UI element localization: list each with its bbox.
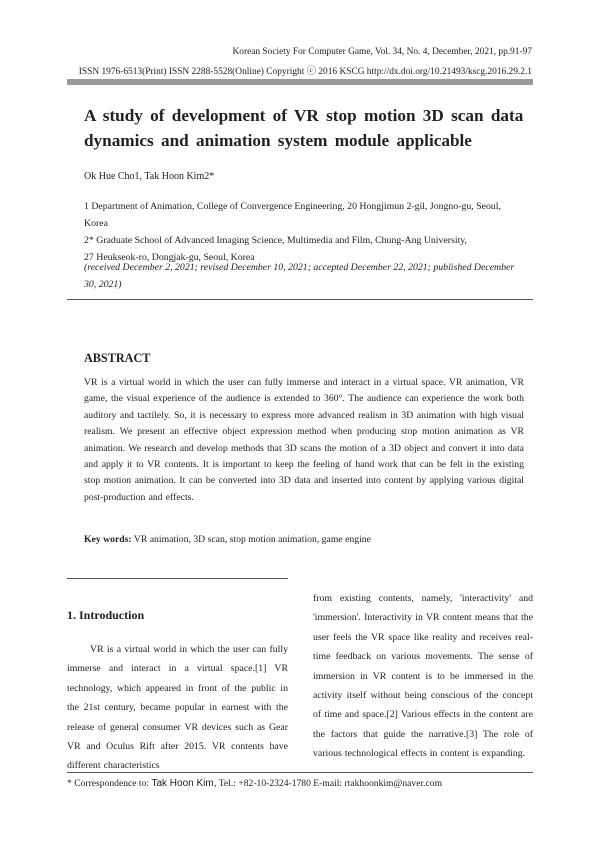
paper-title: A study of development of VR stop motion 3D scan data dynamics and animation system module applicable [84,106,524,150]
affiliation-2-line-2: 27 Heukseok-ro, Dongjak-gu, Seoul, Korea [84,252,255,263]
email-label: E-mail: [313,778,343,789]
journal-header-line: Korean Society For Computer Game, Vol. 34, No. 4, December, 2021, pp.91-97 [232,47,532,57]
tel-label: Tel.: [218,778,236,789]
correspondence-footnote [67,778,442,789]
header-bar [67,79,533,85]
correspondence-name: Tak Hoon Kim, [151,778,217,789]
authors: Ok Hue Cho1, Tak Hoon Kim2* [84,171,215,182]
affiliation-1: 1 Department of Animation, College of Convergence Engineering, 20 Hongjimun 2-gil, Jongno-gu, Seoul, Korea [84,201,501,229]
affiliations [84,198,524,266]
publication-dates: (received December 2, 2021; revised December 10, 2021; accepted December 22, 2021; published December 30, 2021) [84,262,515,290]
keywords-text: VR animation, 3D scan, stop motion animation, game engine [133,534,371,545]
keywords [84,534,371,545]
section-divider [67,578,288,579]
footnote-divider [67,772,533,773]
intro-heading: 1. Introduction [67,608,145,622]
intro-right-column: from existing contents, namely, 'interactivity' and 'immersion'. Interactivity in VR content means that the user feels the VR space like reality and receives real-time feedback on various movements. The sense of immersion in VR content is to be immersed in the activity itself without being conscious of the concept of time and space.[2] Various effects in the content are the factors that guide the narrative.[3] The role of various technological effects in content is expanding. [313,593,533,760]
divider [67,299,533,300]
email-address: rtakhoonkim@naver.com [344,778,443,789]
abstract-heading: ABSTRACT [84,351,151,365]
keywords-label: Key words: [84,534,132,545]
intro-left-column: VR is a virtual world in which the user can fully immerse and interact in a virtual space.[1] VR technology, which appeared in front of the public in the 21st century, became popular in earnest with the release of general consumer VR devices such as Gear VR and Oculus Rift after 2015. VR contents have different characteristics [67,644,288,772]
affiliation-2-line-1: 2* Graduate School of Advanced Imaging Science, Multimedia and Film, Chung-Ang University, [84,235,468,246]
correspondence-prefix: * Correspondence to: [67,778,150,789]
abstract-text: VR is a virtual world in which the user can fully immerse and interact in a virtual space. VR animation, VR game, the visual experience of the audience is extended to 360°. The audience can experience the work both auditory and tactilely. So, it is necessary to express more advanced realism in 3D animation with high visual realism. We present an effective object expression method when producing stop motion animation as VR animation. We research and develop methods that 3D scans the motion of a 3D object and convert it into data and apply it to VR contents. It is important to keep the feeling of hand work that can be felt in the existing stop motion animation. It can be converted into 3D data and inserted into content by applying various digital post-production and effects. [84,377,524,503]
issn-doi-line: ISSN 1976-6513(Print) ISSN 2288-5528(Online) Copyright ⓒ 2016 KSCG http://dx.doi.org/10.21493/kscg.2016.29.2.1 [78,67,532,77]
tel-number: +82-10-2324-1780 [238,778,311,789]
